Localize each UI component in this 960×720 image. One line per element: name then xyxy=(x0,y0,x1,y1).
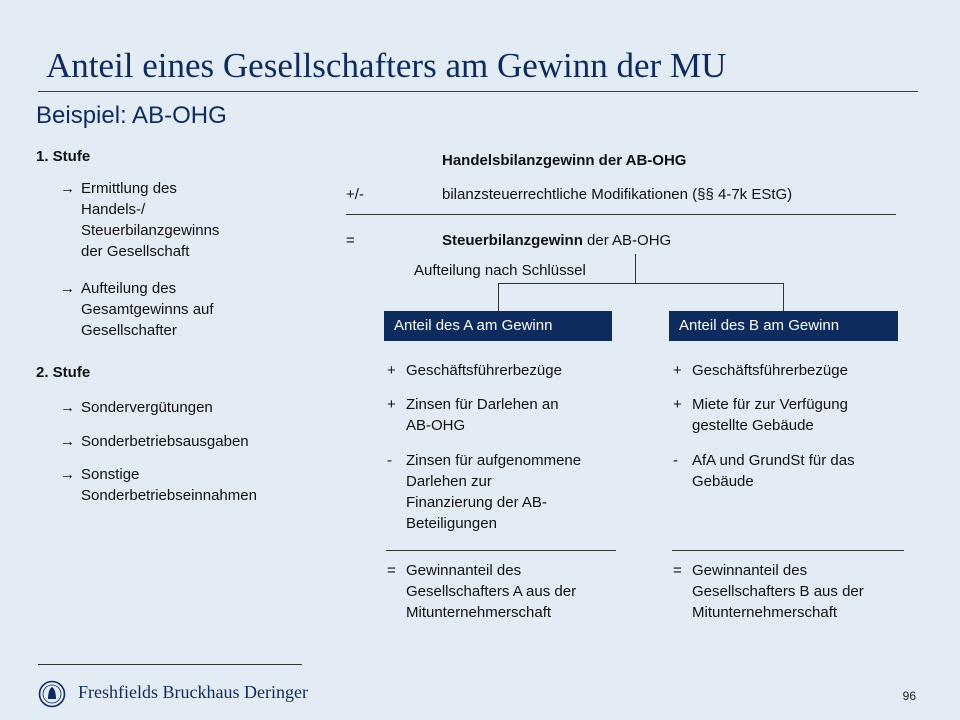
arrow-right-icon: → xyxy=(60,399,75,416)
calc-sign: +/- xyxy=(346,186,364,203)
partner-a-sum-rule xyxy=(386,550,616,551)
calc-sign: = xyxy=(346,232,355,249)
partner-a-item: Zinsen für aufgenommene Darlehen zur Finanzierung der AB- Beteiligungen xyxy=(406,452,582,532)
partner-b-item: Geschäftsführerbezüge xyxy=(692,362,848,379)
partner-b-share-box: Anteil des B am Gewinn xyxy=(669,311,898,341)
connector-line xyxy=(783,283,784,311)
calc-line-tax-balance xyxy=(442,230,671,251)
item-sign: + xyxy=(673,396,682,413)
arrow-right-icon: → xyxy=(60,180,75,197)
stage2-item: Sondervergütungen xyxy=(81,399,213,416)
page-number: 96 xyxy=(902,689,916,703)
item-sign: - xyxy=(387,452,392,469)
partner-b-sum-rule xyxy=(672,550,904,551)
connector-line xyxy=(498,283,784,284)
item-sign: = xyxy=(673,562,682,579)
connector-line xyxy=(498,283,499,311)
partner-b-item: Miete für zur Verfügung gestellte Gebäude xyxy=(692,396,848,434)
item-sign: + xyxy=(673,362,682,379)
partner-b-item: AfA und GrundSt für das Gebäude xyxy=(692,452,855,490)
calc-line-trade-balance: Handelsbilanzgewinn der AB-OHG xyxy=(442,152,687,169)
arrow-right-icon: → xyxy=(60,433,75,450)
item-sign: - xyxy=(673,452,678,469)
partner-a-share-box: Anteil des A am Gewinn xyxy=(384,311,612,341)
item-sign: = xyxy=(387,562,396,579)
partner-a-item: Geschäftsführerbezüge xyxy=(406,362,562,379)
stage2-item: Sonderbetriebsausgaben xyxy=(81,433,249,450)
stage2-heading: 2. Stufe xyxy=(36,364,91,381)
tax-balance-term: Steuerbilanzgewinn xyxy=(442,232,583,249)
stage1-item: Ermittlung des Handels-/ Steuerbilanzgewinns der Gesellschaft xyxy=(81,180,220,260)
stage2-item: Sonstige Sonderbetriebseinnahmen xyxy=(81,466,257,504)
calc-sum-rule xyxy=(346,214,896,215)
split-label: Aufteilung nach Schlüssel xyxy=(414,262,586,279)
arrow-right-icon: → xyxy=(60,280,75,297)
connector-line xyxy=(635,254,636,283)
calc-line-modifications: bilanzsteuerrechtliche Modifikationen (§§ 4-7k EStG) xyxy=(442,186,793,203)
company-logo-text: Freshfields Bruckhaus Deringer xyxy=(78,682,308,702)
item-sign: + xyxy=(387,396,396,413)
stage1-heading: 1. Stufe xyxy=(36,148,91,165)
logo-seal-icon xyxy=(38,680,66,713)
item-sign: + xyxy=(387,362,396,379)
footer-divider xyxy=(38,664,302,665)
partner-a-result: Gewinnanteil des Gesellschafters A aus der Mitunternehmerschaft xyxy=(406,562,577,621)
stage1-item: Aufteilung des Gesamtgewinns auf Gesellschafter xyxy=(81,280,214,339)
arrow-right-icon: → xyxy=(60,466,75,483)
partner-a-item: Zinsen für Darlehen an AB-OHG xyxy=(406,396,559,434)
page-title: Anteil eines Gesellschafters am Gewinn der MU xyxy=(46,46,727,85)
partner-b-result: Gewinnanteil des Gesellschafters B aus der Mitunternehmerschaft xyxy=(692,562,864,621)
page-subtitle: Beispiel: AB-OHG xyxy=(36,102,227,129)
title-divider xyxy=(38,91,918,92)
tax-balance-rest: der AB-OHG xyxy=(582,232,672,249)
